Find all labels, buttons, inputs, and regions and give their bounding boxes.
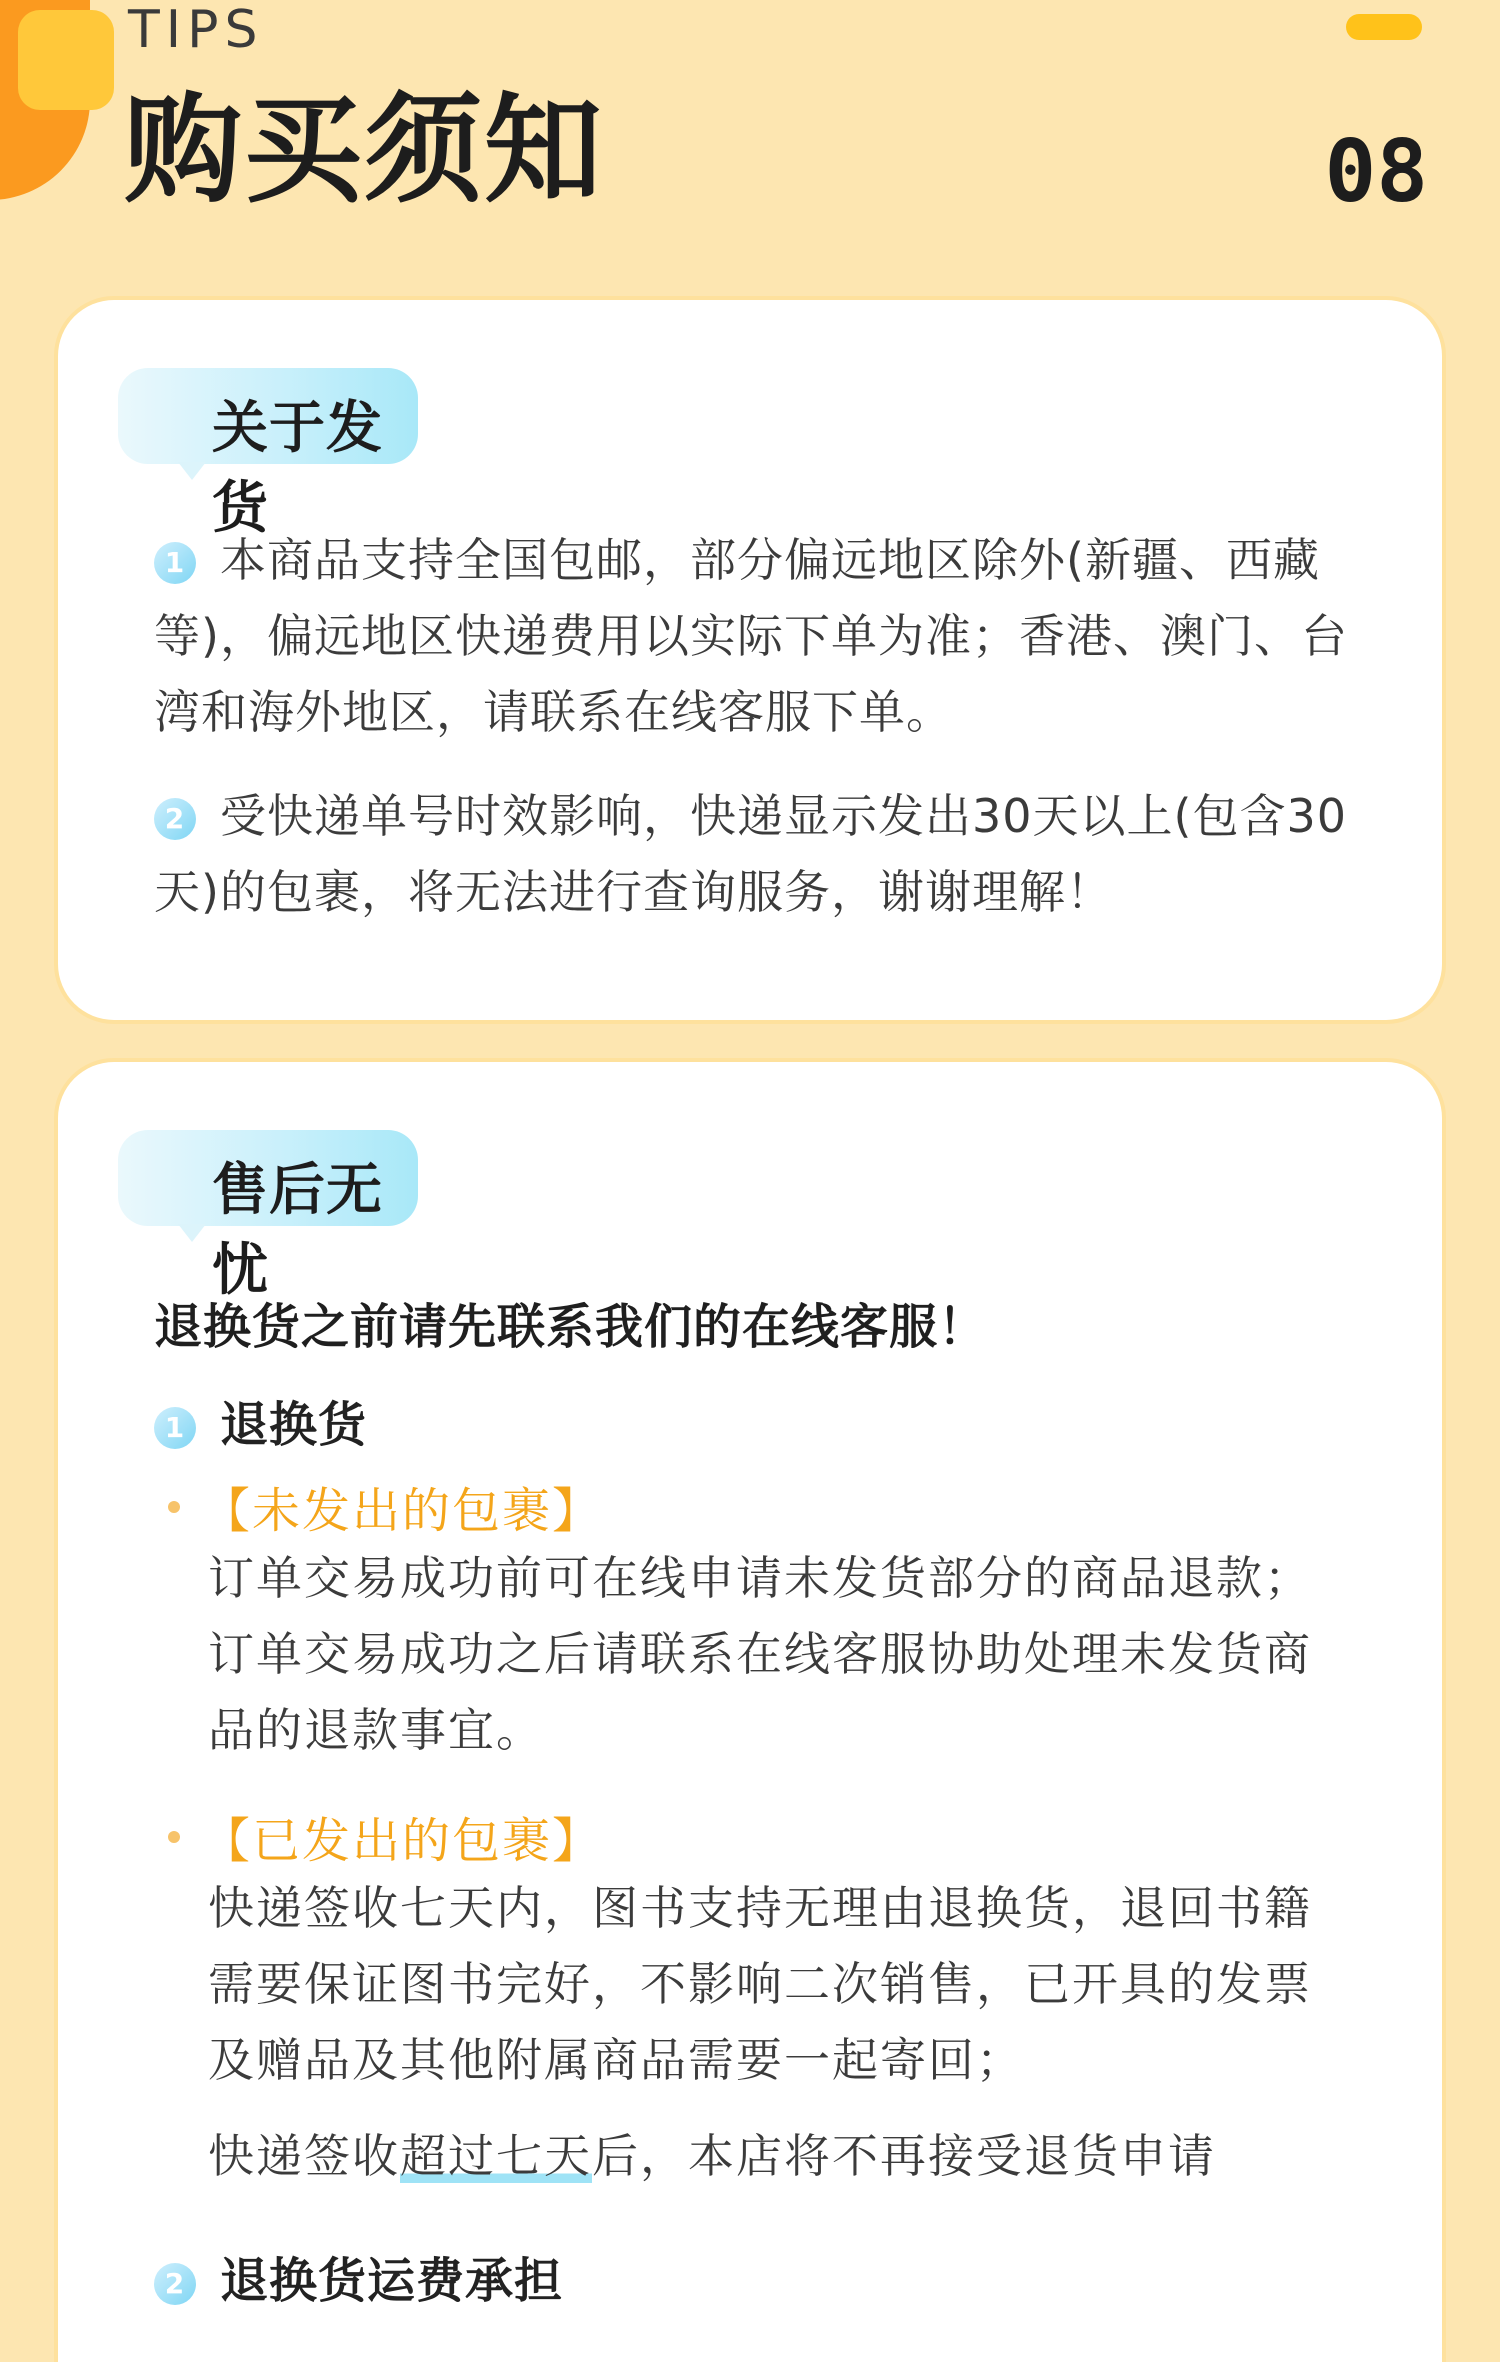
decorative-yellow-shape — [18, 10, 114, 110]
section-tag-shipping — [118, 368, 418, 541]
shipping-item-1-text: 本商品支持全国包邮，部分偏远地区除外(新疆、西藏等)，偏远地区快递费用以实际下单为准；香港、澳门、台湾和海外地区，请联系在线客服下单。 — [154, 533, 1348, 739]
tips-label: TIPS — [128, 0, 264, 60]
extra-suffix: 后，本店将不再接受退货申请 — [592, 2129, 1216, 2183]
bullet-dot-icon — [168, 1831, 180, 1843]
page-title: 购买须知 — [124, 81, 605, 219]
bullet-unshipped-body: 订单交易成功前可在线申请未发货部分的商品退款；订单交易成功之后请联系在线客服协助处理未发货商品的退款事宜。 — [208, 1551, 1312, 1757]
section-tag-label: 关于发货 — [212, 396, 383, 541]
bullet-title-text: 【未发出的包裹】 — [202, 1483, 603, 1539]
extra-prefix: 快递签收 — [208, 2129, 400, 2183]
bullet-shipped-body: 快递签收七天内，图书支持无理由退换货，退回书籍需要保证图书完好，不影响二次销售，已开具的发票及赠品及其他附属商品需要一起寄回； — [208, 1881, 1312, 2087]
decorative-pill — [1346, 14, 1422, 40]
shipping-info-card — [58, 300, 1442, 1020]
subheading-text: 退换货运费承担 — [220, 2253, 564, 2309]
number-one-icon: 1 — [154, 542, 196, 584]
subheading-return-exchange — [154, 1386, 367, 1455]
after-sales-card — [58, 1062, 1442, 2362]
shipping-item-2 — [154, 778, 1374, 930]
highlighted-text: 超过七天 — [400, 2129, 592, 2183]
number-two-icon: 2 — [154, 798, 196, 840]
section-tag-label: 售后无忧 — [212, 1158, 383, 1303]
subheading-shipping-fee — [154, 2242, 563, 2311]
bullet-shipped-title — [168, 1802, 602, 1871]
page-number: 08 — [1324, 122, 1428, 222]
number-one-icon: 1 — [154, 1407, 196, 1449]
bullet-unshipped-title — [168, 1472, 602, 1541]
bullet-dot-icon — [168, 1501, 180, 1513]
bullet-shipped-extra — [208, 2118, 1358, 2194]
subheading-text: 退换货 — [220, 1397, 368, 1453]
section-tag-after-sales — [118, 1130, 418, 1303]
shipping-item-2-text: 受快递单号时效影响，快递显示发出30天以上(包含30天)的包裹，将无法进行查询服务，谢谢理解！ — [154, 789, 1348, 919]
bullet-title-text: 【已发出的包裹】 — [202, 1813, 603, 1869]
contact-service-notice: 退换货之前请先联系我们的在线客服！ — [154, 1299, 988, 1355]
number-two-icon: 2 — [154, 2263, 196, 2305]
shipping-item-1 — [154, 522, 1374, 750]
